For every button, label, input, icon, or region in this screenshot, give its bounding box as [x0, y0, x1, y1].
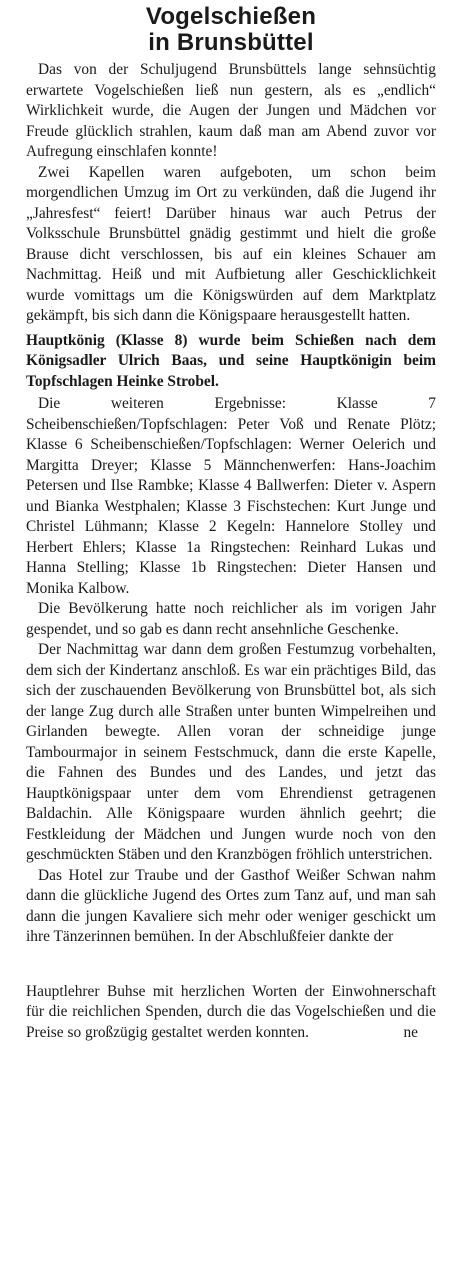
article-paragraph-procession: Der Nachmittag war dann dem großen Festumzug vorbehalten, dem sich der Kindertanz anschloß. Es war ein prächtiges Bild, das sich der zuschauenden Bevölkerung von Brunsbüttel bot, als sich der lange Zug durch alle Straßen unter bunten Wimpelreihen und Girlanden bewegte. Allen voran der schneidige junge Tambourmajor in seinem Festschmuck, dann die erste Kapelle, die Fahnen des Bundes und des Landes, und jetzt das Hauptkönigspaar unter dem vom Ehrendienst getragenen Baldachin. Alle Königspaare wurden ähnlich geehrt; die Festkleidung der Mädchen und Jungen wurde noch von den geschmückten Stäben und den Kranzbögen fröhlich unterstrichen.	[26, 641, 436, 863]
newspaper-article	[26, 4, 436, 1043]
article-paragraph-dance: Das Hotel zur Traube und der Gasthof Weißer Schwan nahm dann die glückliche Jugend des Ortes zum Tanz auf, und man sah dann die jungen Kavaliere sich mehr oder weniger geschickt um ihre Tänzerinnen bemühen. In der Abschlußfeier dankte der	[26, 866, 436, 945]
headline-line-1: Vogelschießen	[145, 3, 317, 30]
article-paragraph-royal-winners: Hauptkönig (Klasse 8) wurde beim Schießen nach dem Königsadler Ulrich Baas, und seine Hauptkönigin beim Topfschlagen Heinke Strobel.	[26, 331, 436, 390]
article-paragraph-intro: Das von der Schuljugend Brunsbüttels lange sehnsüchtig erwartete Vogelschießen ließ nun gestern, als es „endlich“ Wirklichkeit wurde, die Augen der Jungen und Mädchen vor Freude glücklich strahlen, kaum daß man am Abend zuvor vor Aufregung einschlafen konnte!	[26, 61, 436, 160]
article-paragraph-results: Die weiteren Ergebnisse: Klasse 7 Scheibenschießen/Topfschlagen: Peter Voß und Renate Plötz; Klasse 6 Scheibenschießen/Topfschlagen: Werner Oelerich und Margitta Dreyer; Klasse 5 Männchenwerfen: Hans-Joachim Petersen und Ilse Rambke; Klasse 4 Ballwerfen: Dieter v. Aspern und Bianka Westphalen; Klasse 3 Fischstechen: Kurt Junge und Christel Lühmann; Klasse 2 Kegeln: Hannelore Stolley und Herbert Ehlers; Klasse 1a Ringstechen: Reinhard Lukas und Hanna Stelling; Klasse 1b Ringstechen: Dieter Hansen und Monika Kalbow.	[26, 395, 436, 597]
article-paragraph-parade: Zwei Kapellen waren aufgeboten, um schon beim morgendlichen Umzug im Ort zu verkünden, daß die Jugend ihr „Jahresfest“ feiert! Darüber hinaus war auch Petrus der Volksschule Brunsbüttel gnädig gestimmt und hielt die große Brause dicht verschlossen, bis auf ein kleines Schauer am Nachmittag. Heiß und mit Aufbietung aller Geschicklichkeit wurde vomittags um die Königswürden auf dem Marktplatz gekämpft, bis sich dann die Königspaare herausgestellt hatten.	[26, 163, 436, 324]
closing-block	[26, 982, 436, 1044]
article-paragraph-donations: Die Bevölkerung hatte noch reichlicher als im vorigen Jahr gespendet, und so gab es dann recht ansehnliche Geschenke.	[26, 600, 436, 638]
article-headline	[26, 4, 436, 56]
article-paragraph-closing: Hauptlehrer Buhse mit herzlichen Worten der Einwohnerschaft für die reichlichen Spenden, durch die das Vogelschießen und die Preise so großzügig gestaltet werden konnten.	[26, 982, 436, 1041]
column-gap	[26, 948, 436, 982]
headline-line-2: in Brunsbüttel	[148, 29, 314, 56]
author-signature: ne	[403, 1023, 418, 1041]
